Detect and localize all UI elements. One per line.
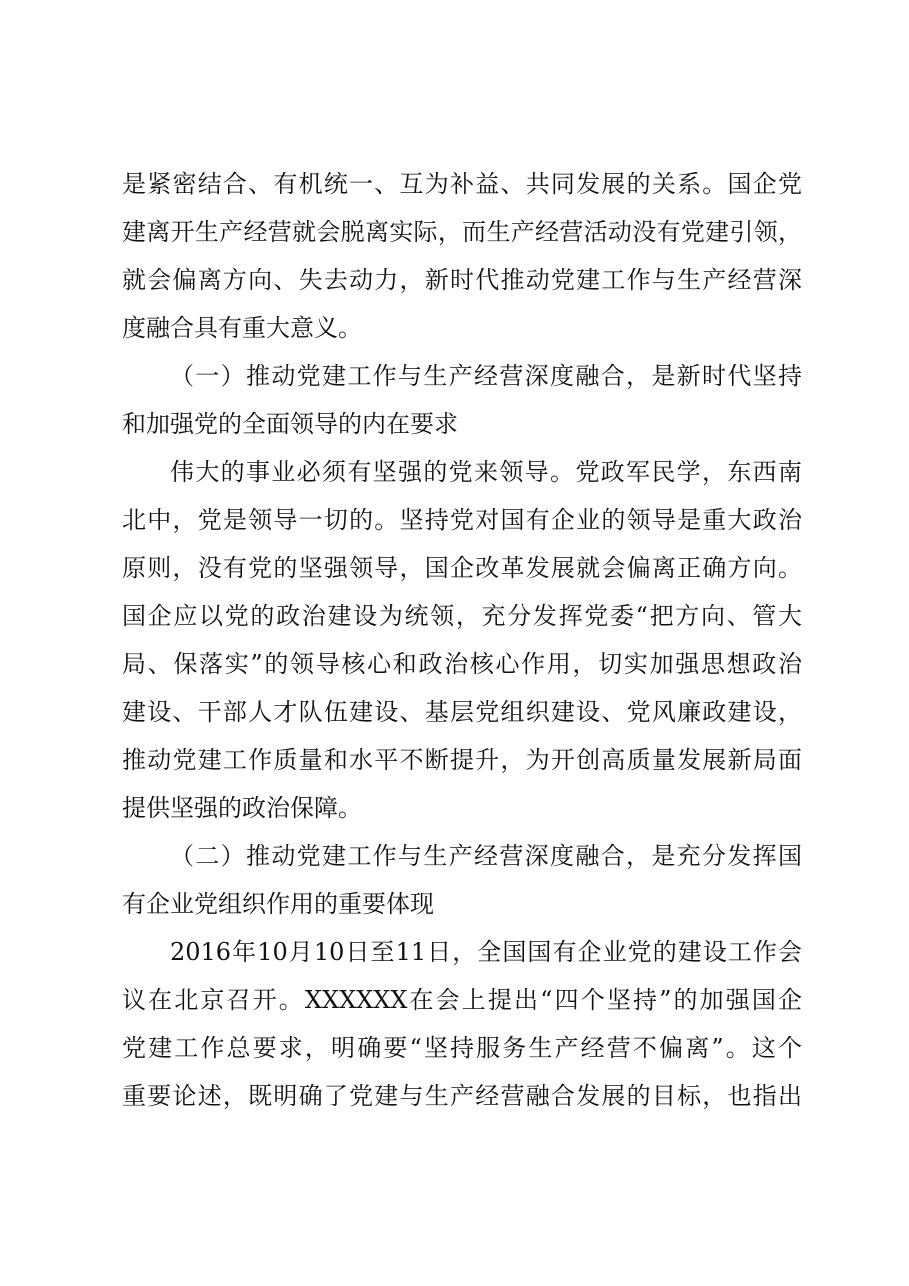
paragraph-2-line-5: 局、保落实”的领导核心和政治核心作用，切实加强思想政治 — [122, 650, 802, 678]
paragraph-2-line-7: 推动党建工作质量和水平不断提升，为开创高质量发展新局面 — [122, 746, 802, 774]
paragraph-1-line-3: 就会偏离方向、失去动力，新时代推动党建工作与生产经营深 — [122, 266, 802, 294]
section-heading-1-line-2: 和加强党的全面领导的内在要求 — [122, 410, 458, 438]
paragraph-3-line-3: 党建工作总要求，明确要“坚持服务生产经营不偏离”。这个 — [122, 1034, 802, 1062]
paragraph-1-line-1: 是紧密结合、有机统一、互为补益、共同发展的关系。国企党 — [122, 170, 802, 198]
paragraph-1-line-2: 建离开生产经营就会脱离实际，而生产经营活动没有党建引领， — [122, 218, 802, 246]
paragraph-3-line-1: 2016年10月10日至11日，全国国有企业党的建设工作会 — [170, 938, 802, 966]
paragraph-2-line-8: 提供坚强的政治保障。 — [122, 794, 362, 822]
section-heading-2-line-1: （二）推动党建工作与生产经营深度融合，是充分发挥国 — [170, 842, 802, 870]
paragraph-2-line-3: 原则，没有党的坚强领导，国企改革发展就会偏离正确方向。 — [122, 554, 802, 582]
paragraph-3-line-4: 重要论述，既明确了党建与生产经营融合发展的目标，也指出 — [122, 1082, 802, 1110]
paragraph-2-line-2: 北中，党是领导一切的。坚持党对国有企业的领导是重大政治 — [122, 506, 802, 534]
paragraph-2-line-6: 建设、干部人才队伍建设、基层党组织建设、党风廉政建设， — [122, 698, 802, 726]
paragraph-2-line-4: 国企应以党的政治建设为统领，充分发挥党委“把方向、管大 — [122, 602, 802, 630]
paragraph-3-line-2: 议在北京召开。XXXXXX在会上提出“四个坚持”的加强国企 — [122, 986, 802, 1014]
section-heading-1-line-1: （一）推动党建工作与生产经营深度融合，是新时代坚持 — [170, 362, 802, 390]
paragraph-2-line-1: 伟大的事业必须有坚强的党来领导。党政军民学，东西南 — [170, 458, 802, 486]
paragraph-1-line-4: 度融合具有重大意义。 — [122, 314, 362, 342]
section-heading-2-line-2: 有企业党组织作用的重要体现 — [122, 890, 434, 918]
